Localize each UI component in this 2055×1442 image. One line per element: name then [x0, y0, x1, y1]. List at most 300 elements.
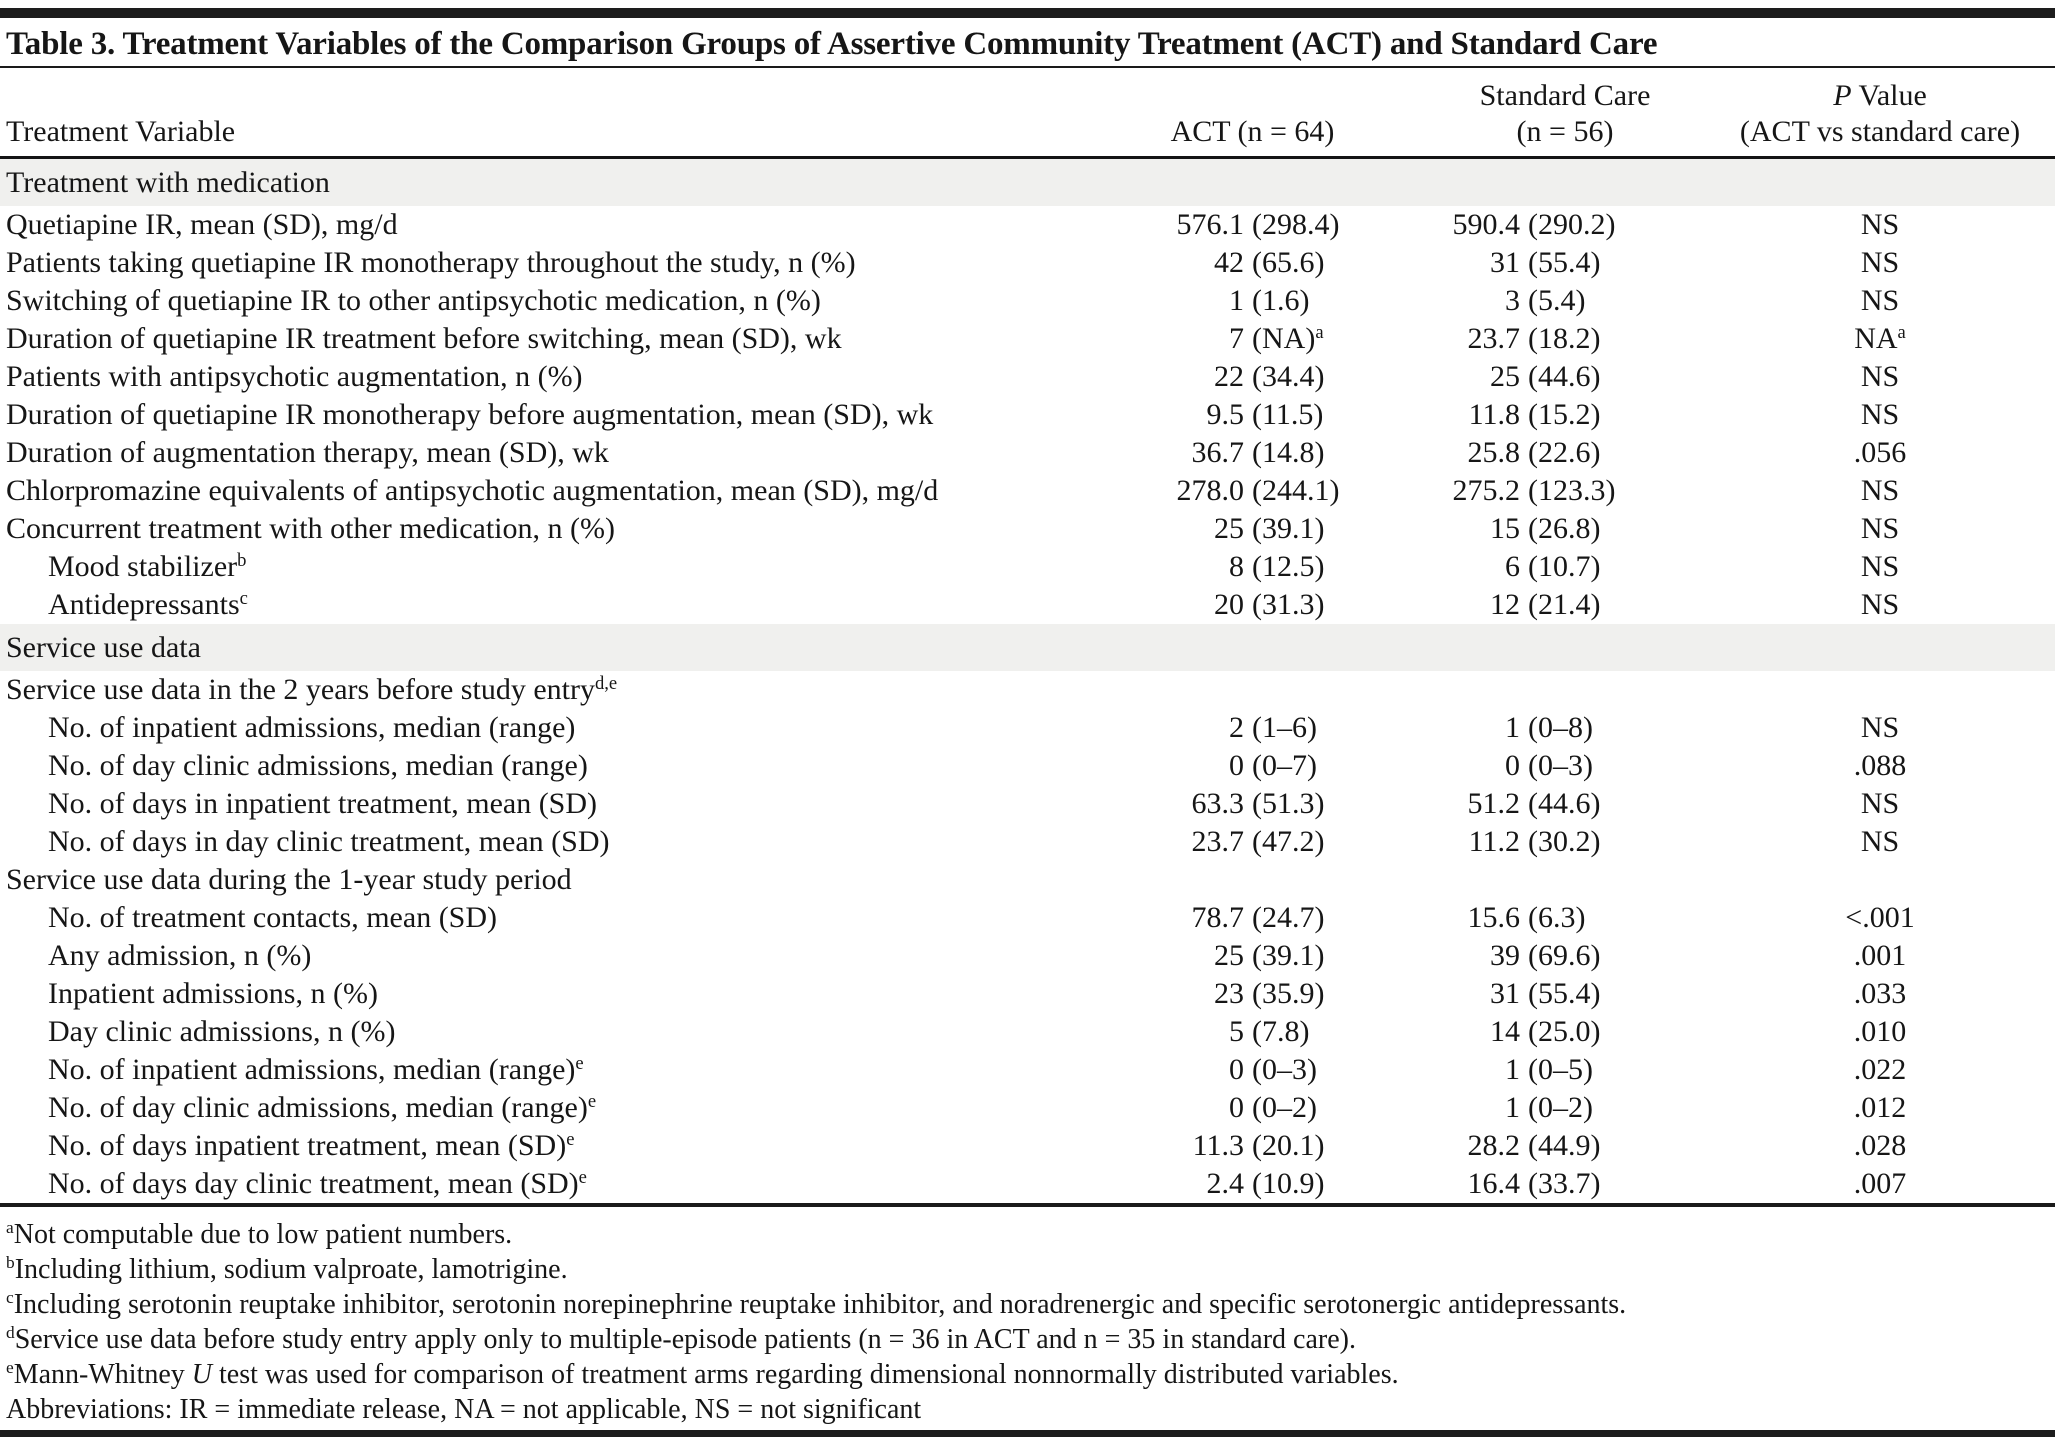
row-label — [0, 472, 1080, 510]
row-label — [0, 1127, 1080, 1165]
value-parenthetical: (39.1) — [1252, 939, 1325, 972]
row-label-text: Concurrent treatment with other medication, n (%) — [6, 512, 615, 545]
row-label-text: Service use data during the 1-year study period — [6, 863, 572, 896]
act-value-cell — [1080, 244, 1425, 282]
value-parenthetical: (69.6) — [1528, 939, 1601, 972]
act-value-cell — [1080, 1165, 1425, 1205]
row-label — [0, 671, 1080, 709]
value-parenthetical: (65.6) — [1252, 246, 1325, 279]
footnote-marker: b — [6, 1253, 15, 1273]
table-title: Table 3. Treatment Variables of the Comparison Groups of Assertive Community Treatment (ACT) and Standard Care — [6, 26, 1658, 62]
value-parenthetical: (30.2) — [1528, 825, 1601, 858]
act-value-cell — [1080, 510, 1425, 548]
row-label — [0, 396, 1080, 434]
footnote-marker: c — [239, 587, 248, 609]
footnote-marker: b — [237, 549, 247, 571]
standard-care-value-cell — [1425, 1089, 1705, 1127]
standard-care-value-cell — [1425, 785, 1705, 823]
table-row — [0, 282, 2055, 320]
row-label-text: No. of inpatient admissions, median (range) — [48, 711, 576, 744]
act-value-cell — [1080, 396, 1425, 434]
table-row — [0, 785, 2055, 823]
row-label — [0, 548, 1080, 586]
p-value-cell — [1705, 937, 2055, 975]
footnote — [6, 1357, 2049, 1392]
p-value-cell — [1705, 586, 2055, 624]
act-value-cell — [1080, 434, 1425, 472]
value-parenthetical: (10.7) — [1528, 550, 1601, 583]
value-parenthetical: (0–2) — [1252, 1091, 1317, 1124]
act-value-cell — [1080, 823, 1425, 861]
value-parenthetical: (44.9) — [1528, 1129, 1601, 1162]
value-number: 51.2 — [1467, 787, 1520, 820]
value-parenthetical: (12.5) — [1252, 550, 1325, 583]
table-row — [0, 548, 2055, 586]
standard-care-value-cell — [1425, 899, 1705, 937]
value-parenthetical: (123.3) — [1528, 474, 1616, 507]
footnote — [6, 1217, 2049, 1252]
p-value-cell — [1705, 899, 2055, 937]
value-number: 2 — [1229, 711, 1244, 744]
act-value-cell — [1080, 472, 1425, 510]
value-number: 1 — [1505, 1091, 1520, 1124]
act-value-cell — [1080, 1013, 1425, 1051]
value-number: 63.3 — [1191, 787, 1244, 820]
p-value-cell — [1705, 709, 2055, 747]
footnote-text: U — [191, 1359, 213, 1390]
value-number: 590.4 — [1452, 208, 1520, 241]
act-value-cell — [1080, 548, 1425, 586]
subheader-row — [0, 671, 2055, 709]
value-number: 23 — [1214, 977, 1244, 1010]
value-parenthetical: (22.6) — [1528, 436, 1601, 469]
standard-care-value-cell — [1425, 1051, 1705, 1089]
p-value-text: NS — [1860, 398, 1900, 431]
value-number: 0 — [1229, 1053, 1244, 1086]
header-row — [0, 67, 2055, 158]
row-label — [0, 320, 1080, 358]
footnote-marker: a — [6, 1218, 14, 1238]
act-value-cell — [1080, 937, 1425, 975]
row-label — [0, 434, 1080, 472]
row-label-text: Duration of augmentation therapy, mean (SD), wk — [6, 436, 609, 469]
p-value-text: .056 — [1853, 436, 1907, 469]
standard-care-value-cell — [1425, 975, 1705, 1013]
row-label — [0, 899, 1080, 937]
value-number: 16.4 — [1467, 1167, 1520, 1200]
p-value-text: .028 — [1853, 1129, 1907, 1162]
act-value-cell — [1080, 671, 1425, 709]
table-row — [0, 206, 2055, 244]
value-number: 78.7 — [1191, 901, 1244, 934]
footnote-marker: a — [1897, 321, 1906, 343]
value-number: 7 — [1229, 322, 1244, 355]
value-parenthetical: (15.2) — [1528, 398, 1601, 431]
value-parenthetical: (0–3) — [1528, 749, 1593, 782]
row-label-text: No. of days inpatient treatment, mean (SD) — [48, 1129, 567, 1162]
p-value-text: NS — [1860, 360, 1900, 393]
value-number: 23.7 — [1467, 322, 1520, 355]
row-label-text: No. of days in inpatient treatment, mean (SD) — [48, 787, 598, 820]
row-label — [0, 785, 1080, 823]
p-value-cell — [1705, 358, 2055, 396]
act-value-cell — [1080, 975, 1425, 1013]
value-parenthetical: (47.2) — [1252, 825, 1325, 858]
p-value-cell — [1705, 861, 2055, 899]
row-label-text: Inpatient admissions, n (%) — [48, 977, 378, 1010]
value-number: 278.0 — [1176, 474, 1244, 507]
table-header — [0, 67, 2055, 158]
value-parenthetical: (290.2) — [1528, 208, 1616, 241]
p-value-cell — [1705, 206, 2055, 244]
table-row — [0, 320, 2055, 358]
p-value-text: .012 — [1853, 1091, 1907, 1124]
row-label — [0, 1089, 1080, 1127]
footnote-marker: e — [578, 1166, 587, 1188]
row-label — [0, 586, 1080, 624]
treatment-variables-table — [0, 66, 2055, 1207]
row-label-text: Chlorpromazine equivalents of antipsychotic augmentation, mean (SD), mg/d — [6, 474, 939, 507]
row-label-text: No. of days day clinic treatment, mean (SD) — [48, 1167, 579, 1200]
p-value-text: NS — [1860, 550, 1900, 583]
footnote-text: Including lithium, sodium valproate, lamotrigine. — [14, 1254, 568, 1285]
footnote-text: Including serotonin reuptake inhibitor, serotonin norepinephrine reuptake inhibitor, and noradrenergic and specific serotonergic antidepressants. — [13, 1289, 1627, 1320]
bottom-rule-bar — [0, 1430, 2055, 1437]
p-value-cell — [1705, 975, 2055, 1013]
row-label — [0, 510, 1080, 548]
p-value-text: .007 — [1853, 1167, 1907, 1200]
value-number: 23.7 — [1191, 825, 1244, 858]
row-label-text: Antidepressants — [48, 588, 240, 621]
p-value-text: NS — [1860, 512, 1900, 545]
p-value-text: .088 — [1853, 749, 1907, 782]
footnote-text: Mann-Whitney — [13, 1359, 192, 1390]
value-number: 576.1 — [1176, 208, 1244, 241]
p-value-text: <.001 — [1845, 901, 1915, 934]
value-number: 11.2 — [1468, 825, 1520, 858]
row-label — [0, 975, 1080, 1013]
footnote-text: Service use data before study entry apply only to multiple-episode patients (n = 36 in ACT and n = 35 in standard care). — [14, 1324, 1356, 1355]
p-value-cell — [1705, 510, 2055, 548]
standard-care-value-cell — [1425, 320, 1705, 358]
value-number: 25 — [1490, 360, 1520, 393]
row-label-text: No. of days in day clinic treatment, mean (SD) — [48, 825, 610, 858]
value-parenthetical: (6.3) — [1528, 901, 1586, 934]
p-value-cell — [1705, 1165, 2055, 1205]
value-parenthetical: (14.8) — [1252, 436, 1325, 469]
value-number: 22 — [1214, 360, 1244, 393]
value-number: 275.2 — [1452, 474, 1520, 507]
row-label — [0, 1013, 1080, 1051]
standard-care-value-cell — [1425, 358, 1705, 396]
subheader-row — [0, 861, 2055, 899]
value-parenthetical: (39.1) — [1252, 512, 1325, 545]
p-value-text: NS — [1860, 787, 1900, 820]
footnote-marker: c — [6, 1288, 14, 1308]
table-row — [0, 396, 2055, 434]
value-parenthetical: (0–3) — [1252, 1053, 1317, 1086]
p-value-header-line2: (ACT vs standard care) — [1739, 115, 2021, 148]
value-number: 2.4 — [1206, 1167, 1244, 1200]
value-number: 15 — [1490, 512, 1520, 545]
value-parenthetical: (0–8) — [1528, 711, 1593, 744]
p-value-text: .010 — [1853, 1015, 1907, 1048]
p-value-cell — [1705, 1127, 2055, 1165]
value-number: 9.5 — [1206, 398, 1244, 431]
value-number: 5 — [1229, 1015, 1244, 1048]
standard-care-value-cell — [1425, 747, 1705, 785]
table-row — [0, 434, 2055, 472]
value-parenthetical: (18.2) — [1528, 322, 1601, 355]
section-label: Treatment with medication — [0, 158, 2055, 207]
value-number: 1 — [1505, 1053, 1520, 1086]
row-label — [0, 709, 1080, 747]
p-value-cell — [1705, 434, 2055, 472]
table-row — [0, 1051, 2055, 1089]
value-parenthetical: (44.6) — [1528, 360, 1601, 393]
table-row — [0, 709, 2055, 747]
value-number: 31 — [1490, 977, 1520, 1010]
act-value-cell — [1080, 1127, 1425, 1165]
table-row — [0, 1127, 2055, 1165]
act-value-cell — [1080, 785, 1425, 823]
act-value-cell — [1080, 320, 1425, 358]
value-number: 8 — [1229, 550, 1244, 583]
act-value-cell — [1080, 586, 1425, 624]
table-row — [0, 1089, 2055, 1127]
footnote-text: test was used for comparison of treatment arms regarding dimensional nonnormally distributed variables. — [212, 1359, 1399, 1390]
value-number: 42 — [1214, 246, 1244, 279]
p-value-cell — [1705, 320, 2055, 358]
table-row — [0, 1165, 2055, 1205]
value-parenthetical: (1.6) — [1252, 284, 1310, 317]
value-parenthetical: (26.8) — [1528, 512, 1601, 545]
p-value-text: .001 — [1853, 939, 1907, 972]
p-value-cell — [1705, 1013, 2055, 1051]
value-number: 25 — [1214, 939, 1244, 972]
row-label — [0, 358, 1080, 396]
column-header-act — [1080, 67, 1425, 158]
p-value-cell — [1705, 282, 2055, 320]
value-parenthetical: (0–7) — [1252, 749, 1317, 782]
act-value-cell — [1080, 206, 1425, 244]
standard-care-value-cell — [1425, 282, 1705, 320]
act-value-cell — [1080, 709, 1425, 747]
value-parenthetical: (0–5) — [1528, 1053, 1593, 1086]
p-value-text: NS — [1860, 208, 1900, 241]
row-label — [0, 747, 1080, 785]
standard-care-value-cell — [1425, 1013, 1705, 1051]
table-row — [0, 244, 2055, 282]
value-number: 25 — [1214, 512, 1244, 545]
footnote-marker: d — [6, 1323, 15, 1343]
value-parenthetical: (31.3) — [1252, 588, 1325, 621]
act-value-cell — [1080, 861, 1425, 899]
p-value-text: NS — [1860, 284, 1900, 317]
value-number: 3 — [1505, 284, 1520, 317]
table-row — [0, 937, 2055, 975]
value-parenthetical: (244.1) — [1252, 474, 1340, 507]
standard-care-header-line2: (n = 56) — [1516, 115, 1614, 148]
table-row — [0, 358, 2055, 396]
footnote — [6, 1287, 2049, 1322]
row-label — [0, 937, 1080, 975]
footnote-marker: a — [1315, 321, 1324, 343]
p-value-cell — [1705, 1089, 2055, 1127]
p-value-cell — [1705, 747, 2055, 785]
p-value-header-line1 — [1705, 78, 2055, 114]
table-row — [0, 510, 2055, 548]
value-number: 15.6 — [1467, 901, 1520, 934]
value-number: 36.7 — [1191, 436, 1244, 469]
value-number: 14 — [1490, 1015, 1520, 1048]
footnote-marker: e — [6, 1358, 14, 1378]
p-value-text: NS — [1860, 711, 1900, 744]
value-number: 11.3 — [1192, 1129, 1244, 1162]
value-parenthetical: (33.7) — [1528, 1167, 1601, 1200]
value-parenthetical: (44.6) — [1528, 787, 1601, 820]
treatment-variable-header-text: Treatment Variable — [6, 115, 236, 148]
footnote-marker: e — [566, 1128, 575, 1150]
section-label: Service use data — [0, 624, 2055, 671]
row-label-text: No. of inpatient admissions, median (range) — [48, 1053, 576, 1086]
p-value-text: NS — [1860, 474, 1900, 507]
row-label — [0, 861, 1080, 899]
row-label-text: No. of day clinic admissions, median (range) — [48, 749, 588, 782]
p-value-cell — [1705, 548, 2055, 586]
row-label-text: Switching of quetiapine IR to other antipsychotic medication, n (%) — [6, 284, 821, 317]
footnotes — [0, 1207, 2055, 1427]
act-value-cell — [1080, 282, 1425, 320]
value-parenthetical: (NA)$^a$ — [1252, 321, 1324, 355]
standard-care-value-cell — [1425, 472, 1705, 510]
row-label — [0, 282, 1080, 320]
column-header-p-value — [1705, 67, 2055, 158]
section-row — [0, 158, 2055, 207]
row-label-text: Service use data in the 2 years before study entry — [6, 673, 595, 706]
footnote-text: Abbreviations: IR = immediate release, NA = not applicable, NS = not significant — [6, 1394, 922, 1425]
value-number: 28.2 — [1467, 1129, 1520, 1162]
footnote-marker: e — [587, 1090, 597, 1112]
value-parenthetical: (24.7) — [1252, 901, 1325, 934]
row-label — [0, 206, 1080, 244]
value-parenthetical: (1–6) — [1252, 711, 1317, 744]
p-value-header-rest: Value — [1851, 79, 1927, 112]
p-value-header-italic-p: P — [1833, 79, 1852, 112]
standard-care-value-cell — [1425, 396, 1705, 434]
value-parenthetical: (55.4) — [1528, 977, 1601, 1010]
value-number: 6 — [1505, 550, 1520, 583]
table-body — [0, 158, 2055, 1206]
row-label-text: Patients taking quetiapine IR monotherapy throughout the study, n (%) — [6, 246, 856, 279]
row-label — [0, 244, 1080, 282]
table-row — [0, 823, 2055, 861]
standard-care-value-cell — [1425, 434, 1705, 472]
value-number: 1 — [1505, 711, 1520, 744]
footnote — [6, 1322, 2049, 1357]
value-number: 0 — [1505, 749, 1520, 782]
act-value-cell — [1080, 747, 1425, 785]
row-label-text: Quetiapine IR, mean (SD), mg/d — [6, 208, 398, 241]
value-number: 11.8 — [1468, 398, 1520, 431]
p-value-text: NS — [1860, 246, 1900, 279]
standard-care-value-cell — [1425, 206, 1705, 244]
p-value-cell — [1705, 671, 2055, 709]
act-header-text: ACT (n = 64) — [1170, 115, 1335, 148]
footnote-text: Not computable due to low patient numbers. — [13, 1219, 513, 1250]
value-parenthetical: (5.4) — [1528, 284, 1586, 317]
column-header-standard-care — [1425, 67, 1705, 158]
act-value-cell — [1080, 1089, 1425, 1127]
row-label-text: No. of day clinic admissions, median (range) — [48, 1091, 588, 1124]
row-label — [0, 1165, 1080, 1205]
standard-care-header-line1: Standard Care — [1479, 79, 1651, 112]
footnote-marker: d,e — [594, 672, 618, 694]
value-parenthetical: (20.1) — [1252, 1129, 1325, 1162]
p-value-cell — [1705, 244, 2055, 282]
footnote-marker: e — [575, 1052, 584, 1074]
section-row — [0, 624, 2055, 671]
row-label-text: Duration of quetiapine IR monotherapy before augmentation, mean (SD), wk — [6, 398, 934, 431]
value-number: 39 — [1490, 939, 1520, 972]
table-row — [0, 586, 2055, 624]
act-value-cell — [1080, 358, 1425, 396]
value-number: 0 — [1229, 1091, 1244, 1124]
standard-care-value-cell — [1425, 586, 1705, 624]
value-number: 31 — [1490, 246, 1520, 279]
p-value-text: NA — [1854, 322, 1898, 355]
value-parenthetical: (0–2) — [1528, 1091, 1593, 1124]
row-label-text: Day clinic admissions, n (%) — [48, 1015, 396, 1048]
row-label — [0, 823, 1080, 861]
standard-care-value-cell — [1425, 709, 1705, 747]
value-number: 1 — [1229, 284, 1244, 317]
column-header-treatment-variable — [0, 67, 1080, 158]
value-parenthetical: (21.4) — [1528, 588, 1601, 621]
value-number: 12 — [1490, 588, 1520, 621]
row-label-text: Patients with antipsychotic augmentation, n (%) — [6, 360, 583, 393]
value-parenthetical: (7.8) — [1252, 1015, 1310, 1048]
value-parenthetical: (51.3) — [1252, 787, 1325, 820]
row-label-text: Mood stabilizer — [48, 550, 238, 583]
standard-care-value-cell — [1425, 548, 1705, 586]
value-parenthetical: (55.4) — [1528, 246, 1601, 279]
footnote — [6, 1252, 2049, 1287]
p-value-cell — [1705, 823, 2055, 861]
act-value-cell — [1080, 1051, 1425, 1089]
value-number: 25.8 — [1467, 436, 1520, 469]
standard-care-value-cell — [1425, 671, 1705, 709]
table-row — [0, 1013, 2055, 1051]
standard-care-value-cell — [1425, 823, 1705, 861]
value-parenthetical: (10.9) — [1252, 1167, 1325, 1200]
table-row — [0, 975, 2055, 1013]
p-value-cell — [1705, 785, 2055, 823]
value-parenthetical: (298.4) — [1252, 208, 1340, 241]
table-row — [0, 899, 2055, 937]
row-label-text: Duration of quetiapine IR treatment before switching, mean (SD), wk — [6, 322, 842, 355]
value-parenthetical: (11.5) — [1252, 398, 1324, 431]
table-row — [0, 472, 2055, 510]
p-value-cell — [1705, 396, 2055, 434]
top-rule-bar — [0, 8, 2055, 18]
value-parenthetical: (25.0) — [1528, 1015, 1601, 1048]
value-parenthetical: (35.9) — [1252, 977, 1325, 1010]
act-value-cell — [1080, 899, 1425, 937]
standard-care-value-cell — [1425, 937, 1705, 975]
standard-care-value-cell — [1425, 1165, 1705, 1205]
standard-care-value-cell — [1425, 861, 1705, 899]
